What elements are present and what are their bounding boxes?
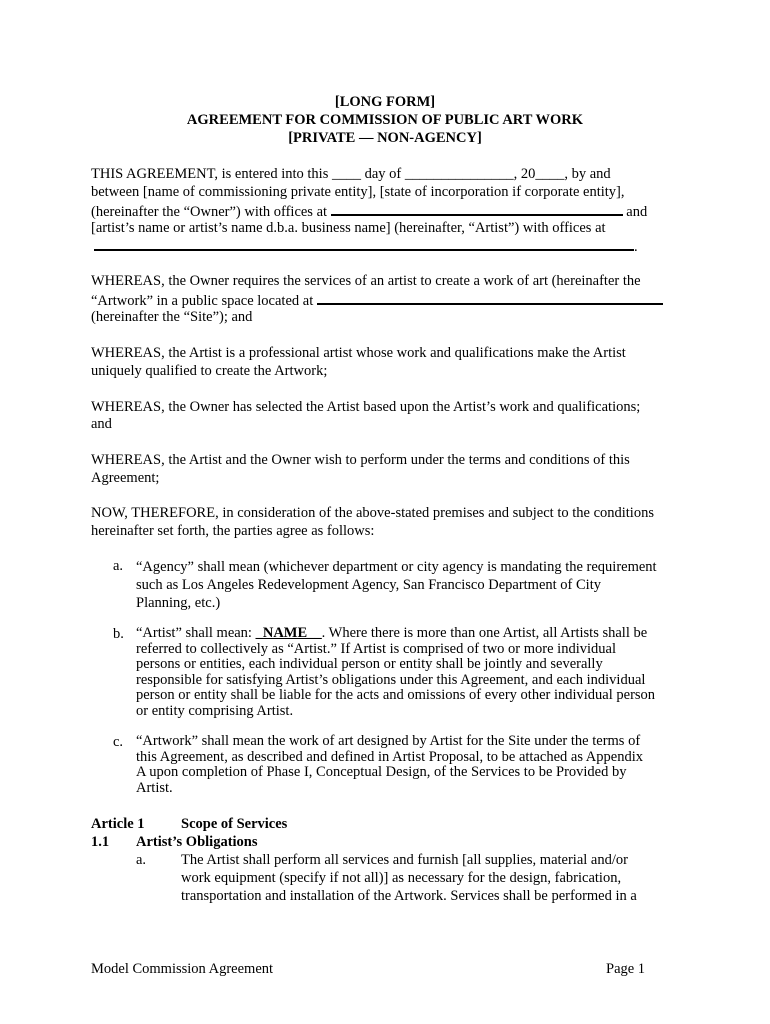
doc-title-type: [PRIVATE — NON-AGENCY] (288, 130, 482, 146)
item-a-line-2: such as Los Angeles Redevelopment Agency, San Francisco Department of City (136, 577, 601, 593)
item-b-line-1-rest: . Where there is more than one Artist, all Artists shall be (321, 625, 648, 641)
section-title: Artist’s Obligations (136, 834, 258, 850)
intro-offices-label: (hereinafter the “Owner”) with offices at (91, 204, 328, 220)
item-b-artist-label: “Artist” shall mean: (136, 625, 256, 641)
article-title: Scope of Services (181, 816, 288, 832)
item-c-line-4: Artist. (136, 779, 173, 796)
item-b-line-6: or entity comprising Artist. (136, 702, 294, 719)
section-a-line-1: The Artist shall perform all services and furnish [all supplies, material and/or (181, 852, 628, 868)
item-c-line-1: “Artwork” shall mean the work of art designed by Artist for the Site under the terms of (136, 733, 641, 749)
whereas4-line-2: Agreement; (91, 470, 160, 486)
item-b-line-2: referred to collectively as “Artist.” If Artist is comprised of two or more individual (136, 640, 616, 657)
item-b-line-4: responsible for satisfying Artist’s obligations under this Agreement, and each individual (136, 671, 646, 688)
artist-address-blank[interactable] (94, 237, 634, 251)
whereas1-line-2 (91, 291, 663, 310)
whereas1-line-3: (hereinafter the “Site”); and (91, 309, 253, 325)
item-b-line-3: persons or entities, each individual person or entity shall be jointly and severally (136, 656, 603, 672)
item-c-line-2: this Agreement, as described and defined in Artist Proposal, to be attached as Appendix (136, 748, 643, 765)
intro-period: . (634, 239, 638, 255)
artist-name-field[interactable]: _NAME__ (255, 625, 322, 641)
site-location-blank[interactable] (317, 291, 663, 305)
section-a-line-2: work equipment (specify if not all)] as necessary for the design, fabrication, (181, 870, 622, 886)
owner-address-blank[interactable] (331, 202, 623, 216)
item-b-line-5: person or entity shall be liable for the acts and omissions of every other individual person (136, 687, 656, 703)
whereas4-line-1: WHEREAS, the Artist and the Owner wish to perform under the terms and conditions of this (91, 452, 630, 468)
article-label: Article 1 (91, 816, 145, 832)
section-a-line-3: transportation and installation of the Artwork. Services shall be performed in a (181, 888, 637, 904)
intro-line-2: between [name of commissioning private entity], [state of incorporation if corporate entity], (91, 184, 625, 200)
item-b-line-1 (136, 626, 696, 642)
whereas1-line-1: WHEREAS, the Owner requires the services of an artist to create a work of art (hereinafter the (91, 273, 641, 289)
item-c-line-3: A upon completion of Phase I, Conceptual Design, of the Services to be Provided by (136, 764, 627, 780)
intro-and: and (626, 204, 648, 220)
whereas2-line-2: uniquely qualified to create the Artwork; (91, 363, 328, 379)
section-number: 1.1 (91, 834, 110, 850)
now-line-2: hereinafter set forth, the parties agree as follows: (91, 523, 375, 539)
doc-title-agreement: AGREEMENT FOR COMMISSION OF PUBLIC ART WORK (186, 112, 584, 128)
doc-title-form: [LONG FORM] (334, 94, 436, 110)
intro-line-3 (91, 202, 647, 221)
item-a-line-1: “Agency” shall mean (whichever department or city agency is mandating the requirement (136, 559, 657, 575)
intro-line-5 (91, 237, 638, 256)
intro-line-4: [artist’s name or artist’s name d.b.a. business name] (hereinafter, “Artist”) with offices at (91, 220, 606, 236)
whereas3-line-1: WHEREAS, the Owner has selected the Artist based upon the Artist’s work and qualifications; (91, 399, 641, 415)
now-line-1: NOW, THEREFORE, in consideration of the above-stated premises and subject to the conditions (91, 505, 654, 521)
item-label: a. (113, 558, 124, 574)
footer-title: Model Commission Agreement (91, 961, 274, 977)
intro-line-1: THIS AGREEMENT, is entered into this ____ day of _______________, 20____, by and (91, 166, 611, 182)
whereas1-site-label: “Artwork” in a public space located at (91, 293, 314, 309)
item-label: c. (113, 734, 124, 750)
item-a-line-3: Planning, etc.) (136, 595, 221, 611)
section-item-label: a. (136, 852, 147, 868)
whereas2-line-1: WHEREAS, the Artist is a professional artist whose work and qualifications make the Artist (91, 345, 626, 361)
page-number: Page 1 (606, 961, 646, 977)
whereas3-line-2: and (91, 416, 112, 432)
item-label: b. (113, 626, 124, 642)
